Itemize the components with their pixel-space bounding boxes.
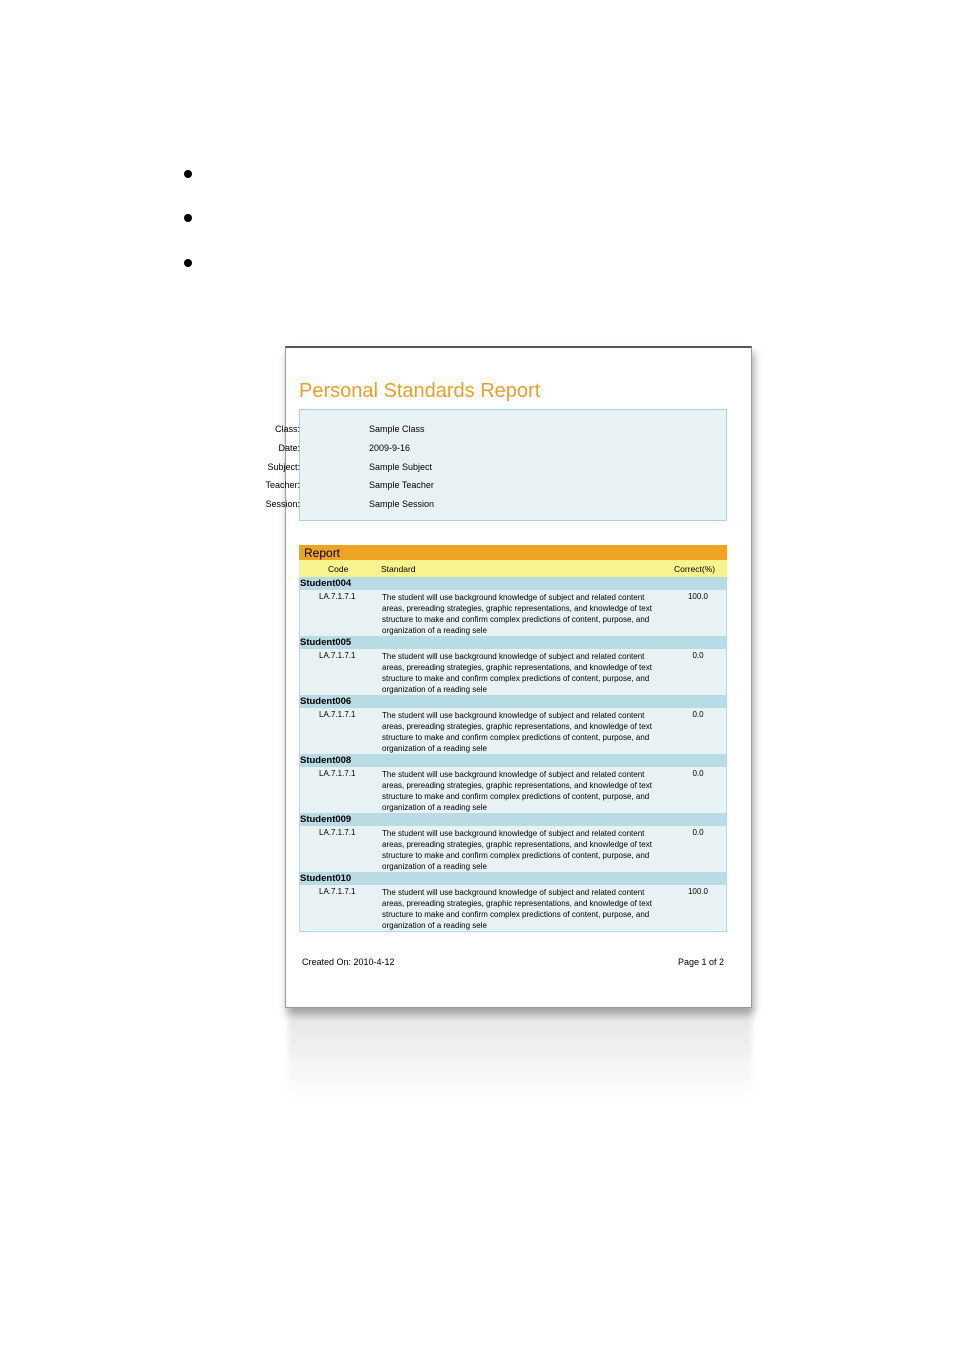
table-row <box>299 767 727 813</box>
report-table <box>299 545 727 932</box>
info-value: Sample Session <box>369 499 435 509</box>
table-row <box>299 826 727 872</box>
info-box <box>265 409 727 521</box>
info-label: Session: <box>265 499 300 509</box>
standard-text: The student will use background knowledge of subject and related content areas, prereading strategies, graphic representations, and knowledge of text structure to make and confirm complex predictions of content, purpose, and organization of a reading sele <box>382 652 652 694</box>
report-title: Personal Standards Report <box>299 380 541 402</box>
standard-code: LA.7.1.7.1 <box>319 592 356 601</box>
table-row <box>299 708 727 754</box>
footer-created-on: Created On: 2010-4-12 <box>302 957 395 967</box>
student-row: Student009 <box>299 813 727 826</box>
standard-text: The student will use background knowledge of subject and related content areas, prereading strategies, graphic representations, and knowledge of text structure to make and confirm complex predictions of content, purpose, and organization of a reading sele <box>382 770 652 812</box>
standard-code: LA.7.1.7.1 <box>319 710 356 719</box>
student-row: Student004 <box>299 577 727 590</box>
student-row: Student008 <box>299 754 727 767</box>
bullet-2 <box>184 214 192 222</box>
column-header-correct: Correct(%) <box>674 564 716 574</box>
standard-code: LA.7.1.7.1 <box>319 651 356 660</box>
column-header-row <box>299 560 727 577</box>
table-row <box>299 885 727 932</box>
student-row: Student006 <box>299 695 727 708</box>
correct-percent: 0.0 <box>692 769 704 778</box>
info-value: Sample Class <box>369 424 425 434</box>
info-value: 2009-9-16 <box>369 443 411 453</box>
standard-text: The student will use background knowledge of subject and related content areas, prereading strategies, graphic representations, and knowledge of text structure to make and confirm complex predictions of content, purpose, and organization of a reading sele <box>382 888 652 930</box>
bullet-3 <box>184 259 192 267</box>
info-label: Subject: <box>267 462 300 472</box>
correct-percent: 0.0 <box>692 710 704 719</box>
student-row: Student010 <box>299 872 727 885</box>
info-label: Class: <box>274 424 300 434</box>
correct-percent: 100.0 <box>687 887 709 896</box>
info-value: Sample Subject <box>369 462 433 472</box>
report-page-preview <box>265 346 752 1008</box>
table-row <box>299 590 727 636</box>
info-label: Teacher: <box>265 480 300 490</box>
correct-percent: 100.0 <box>687 592 709 601</box>
standard-code: LA.7.1.7.1 <box>319 769 356 778</box>
page-reflection <box>288 1010 752 1100</box>
table-row <box>299 649 727 695</box>
standard-text: The student will use background knowledge of subject and related content areas, prereading strategies, graphic representations, and knowledge of text structure to make and confirm complex predictions of content, purpose, and organization of a reading sele <box>382 829 652 871</box>
student-row: Student005 <box>299 636 727 649</box>
column-header-code: Code <box>328 564 349 574</box>
bullet-1 <box>184 170 192 178</box>
info-value: Sample Teacher <box>369 480 434 490</box>
footer-page-number: Page 1 of 2 <box>677 957 724 967</box>
standard-code: LA.7.1.7.1 <box>319 828 356 837</box>
info-label: Date: <box>278 443 300 453</box>
correct-percent: 0.0 <box>692 651 704 660</box>
standard-text: The student will use background knowledge of subject and related content areas, prereading strategies, graphic representations, and knowledge of text structure to make and confirm complex predictions of content, purpose, and organization of a reading sele <box>382 711 652 753</box>
standard-text: The student will use background knowledge of subject and related content areas, prereading strategies, graphic representations, and knowledge of text structure to make and confirm complex predictions of content, purpose, and organization of a reading sele <box>382 593 652 635</box>
table-title: Report <box>299 545 727 560</box>
column-header-standard: Standard <box>381 564 416 574</box>
correct-percent: 0.0 <box>692 828 704 837</box>
standard-code: LA.7.1.7.1 <box>319 887 356 896</box>
